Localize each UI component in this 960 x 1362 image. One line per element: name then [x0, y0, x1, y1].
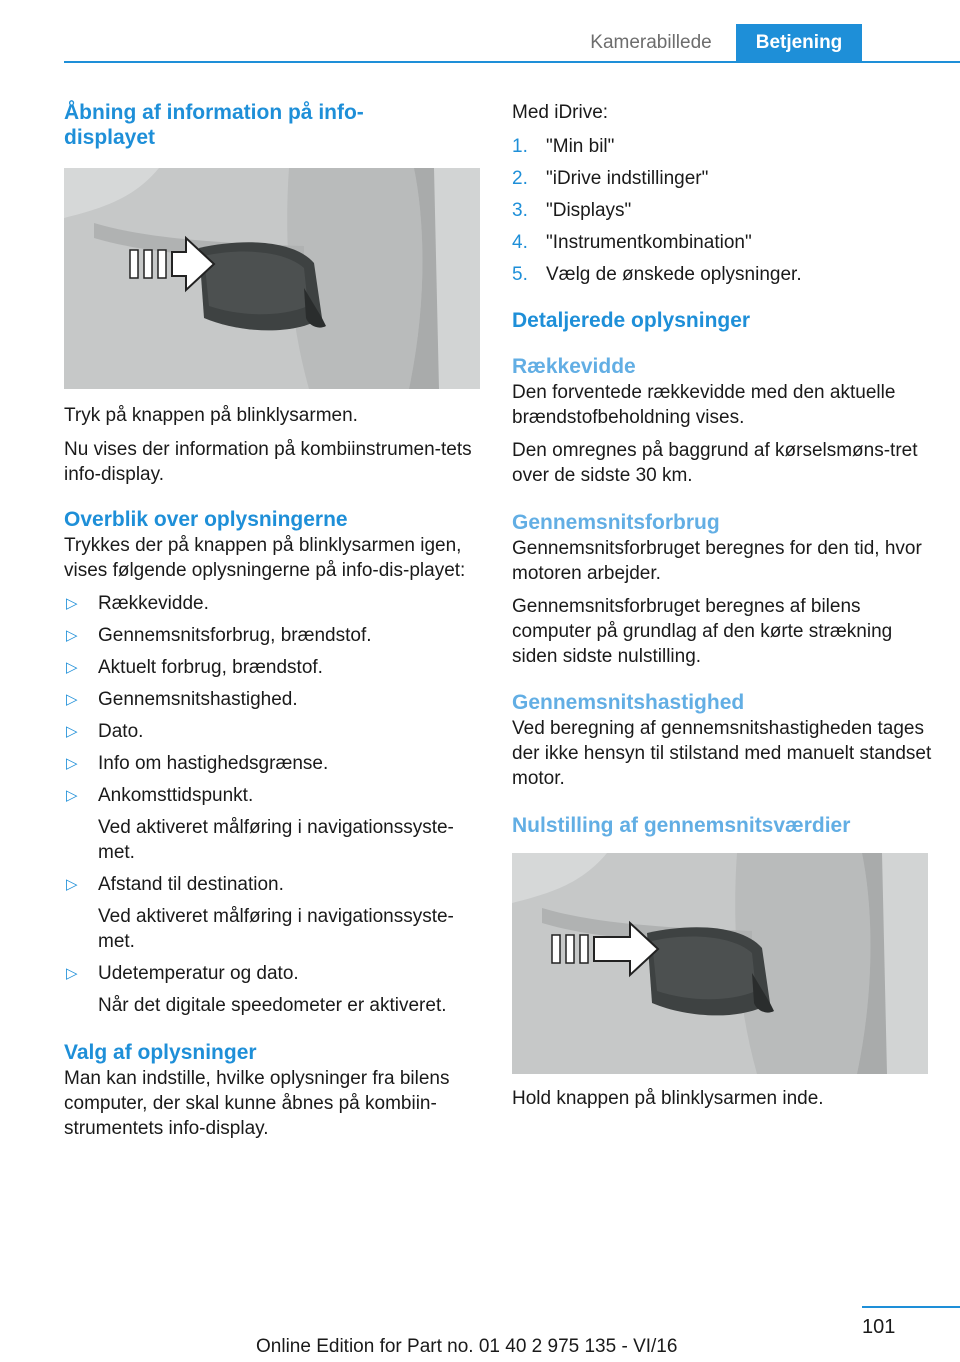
list-item-text: Afstand til destination. — [98, 874, 284, 895]
step-item — [512, 262, 932, 287]
list-item — [64, 591, 482, 616]
list-item-note: Ved aktiveret målføring i navigationssyste-met. — [98, 906, 454, 952]
right-column — [512, 100, 932, 1111]
page-number: 101 — [862, 1316, 896, 1338]
turn-signal-lever-photo — [64, 168, 480, 389]
step-item — [512, 230, 932, 255]
list-item — [64, 751, 482, 776]
list-item-text: Gennemsnitshastighed. — [98, 689, 298, 710]
bullet-triangle-icon: ▷ — [66, 787, 78, 804]
step-text: "Instrumentkombination" — [546, 232, 752, 253]
list-item — [64, 687, 482, 712]
step-number: 4. — [512, 232, 528, 253]
paragraph-range-1: Den forventede rækkevidde med den aktuelle brændstofbeholdning vises. — [512, 382, 896, 428]
paragraph-avg-consumption-2: Gennemsnitsforbruget beregnes af bilens computer på grundlag af den kørte strækning siden sidste nulstilling. — [512, 596, 893, 667]
paragraph-info-shown: Nu vises der information på kombiinstrumen-tets info-display. — [64, 439, 472, 485]
paragraph-with-idrive: Med iDrive: — [512, 102, 609, 123]
step-number: 1. — [512, 136, 528, 157]
step-number: 3. — [512, 200, 528, 221]
paragraph-hold-button: Hold knappen på blinklysarmen inde. — [512, 1088, 824, 1109]
paragraph-overview: Trykkes der på knappen på blinklysarmen igen, vises følgende oplysningerne på info-dis-playet: — [64, 535, 466, 581]
heading-reset-averages: Nulstilling af gennemsnitsværdier — [512, 814, 851, 837]
heading-detailed-info: Detaljerede oplysninger — [512, 309, 751, 332]
list-item-text: Gennemsnitsforbrug, brændstof. — [98, 625, 372, 646]
list-item — [64, 623, 482, 648]
list-item — [64, 655, 482, 680]
bullet-triangle-icon: ▷ — [66, 595, 78, 612]
step-item — [512, 166, 932, 191]
step-number: 5. — [512, 264, 528, 285]
bullet-triangle-icon: ▷ — [66, 965, 78, 982]
step-item — [512, 134, 932, 159]
header-section-tab: Kamerabillede — [590, 32, 712, 53]
turn-signal-lever-photo-reset — [512, 853, 928, 1074]
info-item-list — [64, 591, 482, 1018]
heading-avg-speed: Gennemsnitshastighed — [512, 691, 745, 714]
bullet-triangle-icon: ▷ — [66, 691, 78, 708]
bullet-triangle-icon: ▷ — [66, 627, 78, 644]
list-item — [64, 872, 482, 954]
turn-signal-lever-illustration — [64, 168, 480, 389]
list-item — [64, 719, 482, 744]
step-text: "Displays" — [546, 200, 632, 221]
list-item — [64, 783, 482, 865]
step-text: "Min bil" — [546, 136, 615, 157]
list-item — [64, 961, 482, 1018]
paragraph-select-info: Man kan indstille, hvilke oplysninger fra bilens computer, der skal kunne åbnes på kombiin-strumentets info-display. — [64, 1068, 450, 1139]
bullet-triangle-icon: ▷ — [66, 755, 78, 772]
footer-edition: Online Edition for Part no. 01 40 2 975 135 - VI/16 — [256, 1336, 678, 1357]
footer-rule — [862, 1306, 960, 1308]
heading-select-info: Valg af oplysninger — [64, 1041, 257, 1064]
step-item — [512, 198, 932, 223]
list-item-text: Aktuelt forbrug, brændstof. — [98, 657, 323, 678]
header-active-tab: Betjening — [736, 24, 862, 61]
heading-overview: Overblik over oplysningerne — [64, 508, 348, 531]
list-item-text: Info om hastighedsgrænse. — [98, 753, 329, 774]
turn-signal-lever-reset-illustration — [512, 853, 928, 1074]
heading-open-info: Åbning af information på info-displayet — [64, 101, 364, 149]
paragraph-range-2: Den omregnes på baggrund af kørselsmøns-tret over de sidste 30 km. — [512, 440, 918, 486]
bullet-triangle-icon: ▷ — [66, 876, 78, 893]
heading-avg-consumption: Gennemsnitsforbrug — [512, 511, 720, 534]
list-item-note: Når det digitale speedometer er aktiveret. — [98, 995, 447, 1016]
step-text: "iDrive indstillinger" — [546, 168, 709, 189]
left-column — [64, 100, 482, 1141]
step-number: 2. — [512, 168, 528, 189]
bullet-triangle-icon: ▷ — [66, 723, 78, 740]
paragraph-press-button: Tryk på knappen på blinklysarmen. — [64, 405, 358, 426]
list-item-text: Udetemperatur og dato. — [98, 963, 299, 984]
bullet-triangle-icon: ▷ — [66, 659, 78, 676]
list-item-note: Ved aktiveret målføring i navigationssyste-met. — [98, 817, 454, 863]
list-item-text: Ankomsttidspunkt. — [98, 785, 254, 806]
idrive-steps-list — [512, 134, 932, 287]
heading-range: Rækkevidde — [512, 355, 636, 378]
list-item-text: Rækkevidde. — [98, 593, 209, 614]
paragraph-avg-speed: Ved beregning af gennemsnitshastigheden tages der ikke hensyn til stilstand med manuelt standset motor. — [512, 718, 932, 789]
paragraph-avg-consumption-1: Gennemsnitsforbruget beregnes for den tid, hvor motoren arbejder. — [512, 538, 922, 584]
header-rule — [64, 61, 960, 63]
step-text: Vælg de ønskede oplysninger. — [546, 264, 802, 285]
list-item-text: Dato. — [98, 721, 144, 742]
